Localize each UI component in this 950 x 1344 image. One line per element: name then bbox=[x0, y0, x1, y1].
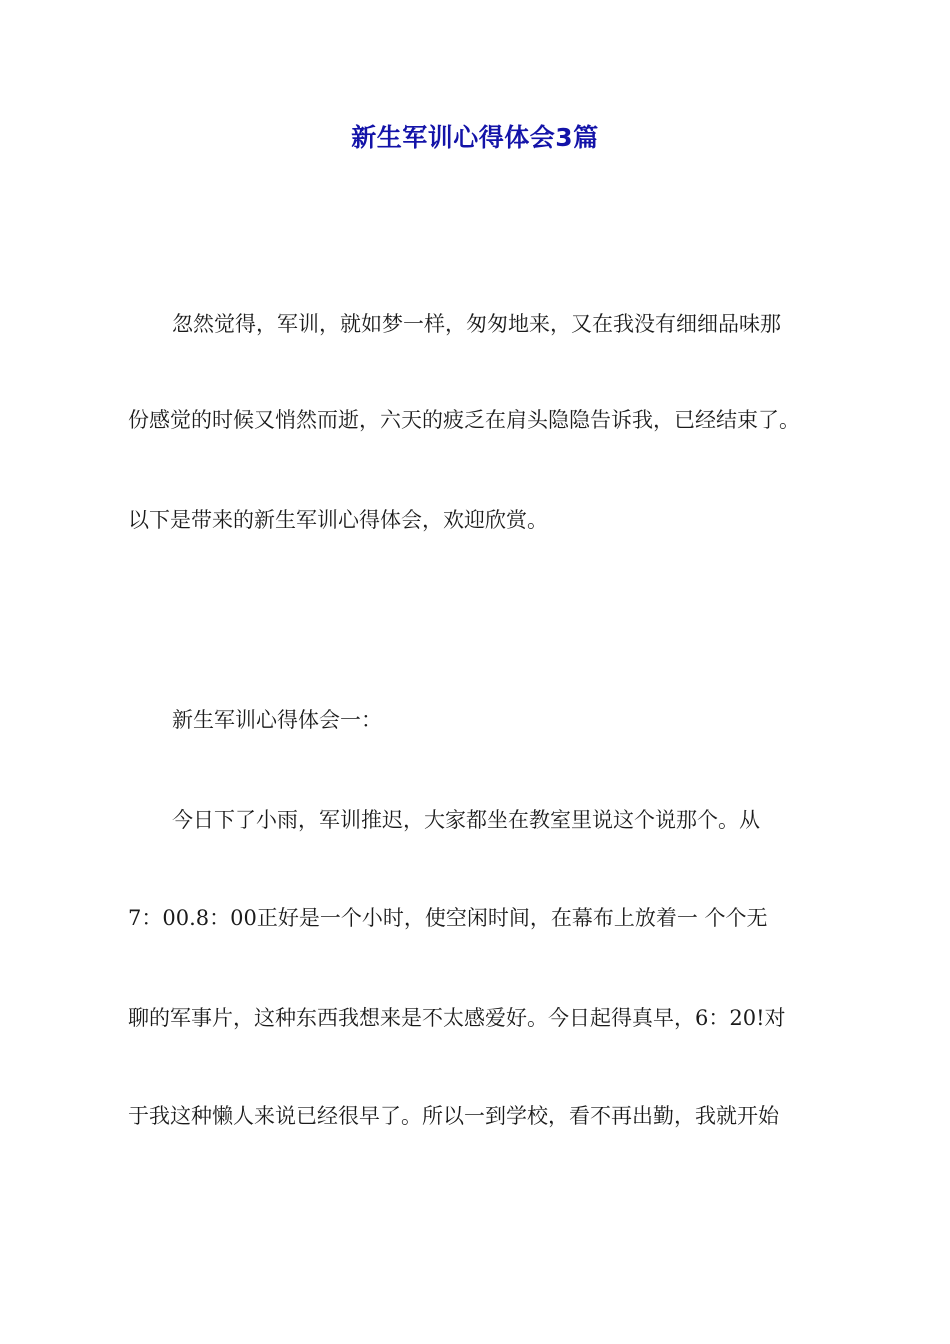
section-heading: 新生军训心得体会一： bbox=[172, 708, 382, 732]
paragraph-line: 于我这种懒人来说已经很早了。所以一到学校，看不再出勤，我就开始 bbox=[128, 1104, 779, 1128]
paragraph-line: 今日下了小雨，军训推迟，大家都坐在教室里说这个说那个。从 bbox=[172, 808, 760, 832]
paragraph-line: 忽然觉得，军训，就如梦一样，匆匆地来，又在我没有细细品味那 bbox=[172, 312, 781, 336]
document-title: 新生军训心得体会3篇 bbox=[351, 123, 599, 152]
paragraph-line: 聊的军事片，这种东西我想来是不太感爱好。今日起得真早，6：20!对 bbox=[128, 1006, 786, 1030]
paragraph-line: 份感觉的时候又悄然而逝，六天的疲乏在肩头隐隐告诉我，已经结束了。 bbox=[128, 408, 800, 432]
paragraph-line: 以下是带来的新生军训心得体会，欢迎欣赏。 bbox=[128, 508, 548, 532]
paragraph-line: 7：00.8：00正好是一个小时，使空闲时间，在幕布上放着一 个个无 bbox=[128, 906, 768, 930]
